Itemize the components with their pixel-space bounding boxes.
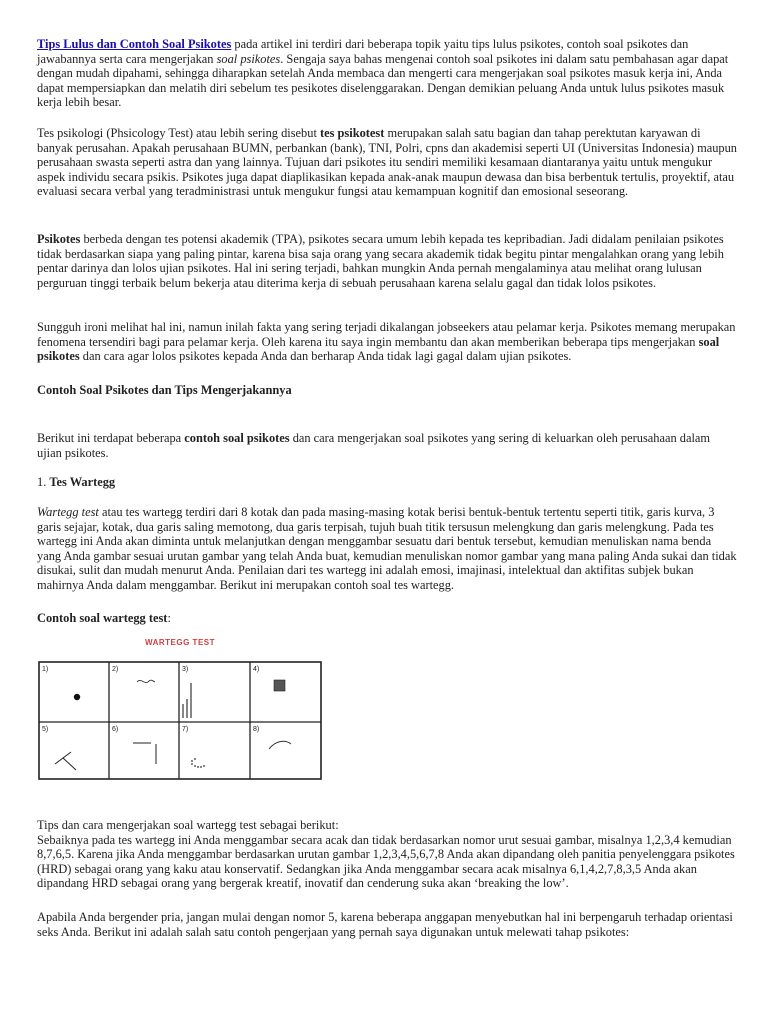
p5-text-a: Berikut ini terdapat beberapa — [37, 431, 185, 445]
stimulus-arc — [269, 741, 291, 749]
cell-number-6: 6) — [112, 726, 119, 733]
stimulus-square — [274, 680, 285, 691]
p5-bold: contoh soal psikotes — [184, 431, 290, 445]
p4-text-b: dan cara agar lolos psikotes kepada Anda dan berharap Anda tidak lagi gagal dalam ujian psikotes. — [79, 349, 572, 364]
p2-text-b: merupakan salah satu bagian dan tahap perektutan karyawan di banyak perusahan. Apakah perusahaan BUMN, perbankan (bank), TNI, Polri, cpns dan akademisi seperti UI (Universitas Indonesia) maupun perusahaan swasta seperti astra dan yang lainnya. Tujuan dari psikotes itu sendiri memiliki kesamaan diantaranya yaitu untuk mengukur aspek individu secara psikis. Psikotes juga dapat diaplikasikan kepada anak-anak maupun dewasa dan bisa berbentuk tertulis, proyektif, atau evaluasi secara verbal yang teradministrasi untuk mengukur fungsi atau kemampuan kognitif dan emosional seseorang. — [37, 126, 737, 199]
example-label — [37, 611, 737, 626]
intro-paragraph — [37, 37, 737, 110]
p2-text-a: Tes psikologi (Phsicology Test) atau lebih sering disebut — [37, 126, 320, 140]
cell-number-5: 5) — [42, 726, 49, 733]
p3-bold: Psikotes — [37, 232, 81, 246]
stimulus-crossing-lines — [55, 752, 76, 770]
stimulus-dot — [74, 694, 80, 700]
cell-number-7: 7) — [182, 726, 189, 733]
item-title: Tes Wartegg — [49, 475, 116, 489]
p3-text: berbeda dengan tes potensi akademik (TPA), psikotes secara umum lebih kepada tes kepribadian. Jadi didalam penilaian psikotes tidak berdasarkan siapa yang paling pintar, karena bisa saja orang yang secara akademik tidak begitu pintar mengalahkan orang yang lebih pentar darinya dan lolos ujian psikotes. Hal ini sering terjadi, bahkan mungkin Anda pernah mengalaminya atau melihat orang lulusan perguruan tinggi terbaik belum bekerja atau diterima kerja di sebuah perusahaan karena selalu gagal dan tidak lolos psikotes. — [37, 232, 724, 290]
p8-text: Apabila Anda bergender pria, jangan mulai dengan nomor 5, karena beberapa anggapan menyebutkan hal ini berpengaruh terhadap orientasi seks Anda. Berikut ini adalah salah satu contoh pengerjaan yang pernah saya digunakan untuk melewati tahap psikotes: — [37, 910, 733, 939]
cell-number-2: 2) — [112, 666, 119, 673]
wartegg-figure-title: WARTEGG TEST — [145, 638, 215, 647]
item-heading-wartegg — [37, 475, 737, 490]
wartegg-tips-paragraph — [37, 818, 737, 891]
stimulus-curve — [137, 680, 155, 682]
stimulus-separated-lines — [133, 743, 156, 764]
section-heading: Contoh Soal Psikotes dan Tips Mengerjakannya — [37, 383, 292, 397]
cell-number-8: 8) — [253, 726, 260, 733]
intro-italic: soal psikotes — [216, 51, 281, 66]
stimulus-dotted-arc — [191, 758, 205, 768]
p7-line2: Sebaiknya pada tes wartegg ini Anda menggambar secara acak dan tidak berdasarkan nomor urut sesuai gambar, misalnya 1,2,3,4 kemudian 8,7,6,5. Karena jika Anda menggambar berdasarkan urutan gambar 1,2,3,4,5,6,7,8 Anda akan dipandang oleh panitia penyelenggara psikotes (HRD) sebagai orang yang kaku atau konservatif. Sedangkan jika Anda menggambar secara acak misalnya 6,1,4,2,7,8,3,5 Anda akan dipandang HRD sebagai orang yang bergerak kreatif, inovatif dan cenderung suka akan ‘breaking the low’. — [37, 832, 735, 891]
gender-tip-paragraph — [37, 910, 737, 939]
cell-number-3: 3) — [182, 666, 189, 673]
p4-bold: soal psikotes — [37, 334, 720, 364]
example-label-colon: : — [167, 611, 171, 625]
p6-text: atau tes wartegg terdiri dari 8 kotak dan pada masing-masing kotak berisi bentuk-bentuk tertentu seperti titik, garis kurva, 3 garis sejajar, kotak, dua garis saling memotong, dua garis terpisah, tujuh buah titik tersusun melengkung dan garis melengkung. Pada tes wartegg ini Anda akan diminta untuk melanjutkan dengan menggambar sesuatu dari bentuk tersebut, kemudian menuliskan nama benda yang Anda gambar sesuai urutan gambar yang telah Anda buat, kemudian menuliskan nomor gambar yang mana paling Anda sukai dan tidak disukai, sulit dan mudah menurut Anda. Penilaian dari tes wartegg ini adalah emosi, imajinasi, intelektual dan aktifitas subjek bukan mahirnya Anda dalam menggambar. Berikut ini merupakan contoh soal tes wartegg. — [37, 505, 737, 592]
intro-text-b: . Sengaja saya bahas mengenai contoh soal psikotes ini dalam satu pembahasan agar dapat dengan mudah dipahami, sehingga diharapkan setelah Anda membaca dan mengerti cara mengerjakan soal psikotes masuk kerja ini, Anda dapat mempersiapkan dan melatih diri sebelum tes pesikotes diselenggarakan. Dengan demikian peluang Anda untuk lulus psikotes masuk kerja lebih besar. — [37, 51, 729, 110]
item-number: 1. — [37, 475, 50, 489]
psikotest-definition-paragraph — [37, 126, 737, 199]
irony-paragraph — [37, 320, 737, 364]
stimulus-parallel-lines — [183, 683, 191, 718]
intro-text-a: pada artikel ini terdiri dari beberapa topik yaitu tips lulus psikotes, contoh soal psikotes dan jawabannya serta cara mengerjakan — [37, 37, 689, 66]
contoh-intro-paragraph — [37, 431, 737, 460]
psikotes-vs-tpa-paragraph — [37, 232, 737, 290]
wartegg-outer-frame — [39, 662, 321, 779]
p2-bold: tes psikotest — [320, 126, 385, 140]
cell-number-1: 1) — [42, 666, 49, 673]
p6-italic: Wartegg test — [37, 505, 99, 519]
p7-line1: Tips dan cara mengerjakan soal wartegg test sebagai berikut: — [37, 818, 339, 832]
article-title-link[interactable]: Tips Lulus dan Contoh Soal Psikotes — [37, 37, 232, 51]
wartegg-test-figure — [37, 636, 323, 783]
example-label-bold: Contoh soal wartegg test — [37, 611, 168, 625]
cell-number-4: 4) — [253, 666, 260, 673]
wartegg-grid — [37, 660, 323, 781]
p4-text-a: Sungguh ironi melihat hal ini, namun inilah fakta yang sering terjadi dikalangan jobseekers atau pelamar kerja. Psikotes memang merupakan fenomena tersendiri bagi para pelamar kerja. Oleh karena itu saya ingin membantu dan akan memberikan beberapa tips mengerjakan — [37, 320, 736, 349]
wartegg-description-paragraph — [37, 505, 737, 593]
p5-text-b: dan cara mengerjakan soal psikotes yang sering di keluarkan oleh perusahaan dalam ujian psikotes. — [37, 431, 711, 460]
